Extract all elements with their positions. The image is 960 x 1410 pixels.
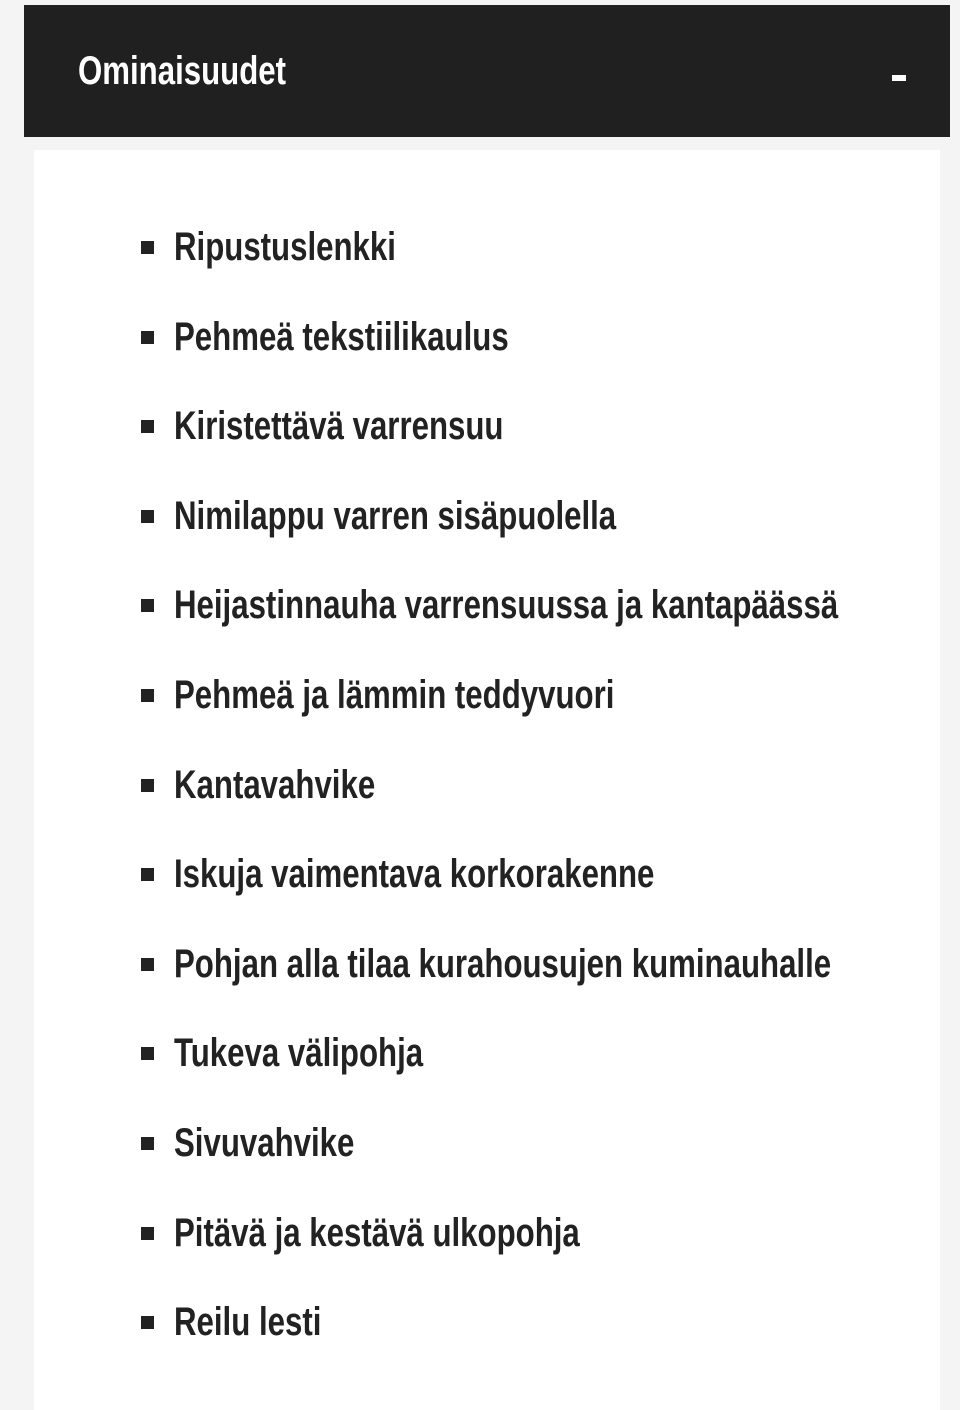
feature-label: Kantavahvike (174, 762, 376, 807)
feature-label: Pitävä ja kestävä ulkopohja (174, 1210, 580, 1255)
feature-label: Reilu lesti (174, 1300, 322, 1345)
feature-label: Ripustuslenkki (174, 225, 396, 269)
bullet-icon (141, 868, 154, 881)
bullet-icon (141, 689, 154, 702)
section-title: Ominaisuudet (78, 49, 287, 93)
feature-label: Tukeva välipohja (174, 1031, 424, 1076)
feature-label: Kiristettävä varrensuu (174, 404, 504, 449)
accordion-header[interactable] (24, 5, 950, 137)
collapse-icon[interactable] (892, 75, 906, 81)
bullet-icon (141, 1047, 154, 1060)
bullet-icon (141, 1227, 154, 1240)
bullet-icon (141, 599, 154, 612)
bullet-icon (141, 1137, 154, 1150)
feature-label: Pehmeä ja lämmin teddyvuori (174, 672, 615, 717)
feature-label: Iskuja vaimentava korkorakenne (174, 852, 655, 897)
bullet-icon (141, 958, 154, 971)
bullet-icon (141, 510, 154, 523)
bullet-icon (141, 420, 154, 433)
feature-label: Nimilappu varren sisäpuolella (174, 493, 617, 538)
bullet-icon (141, 1316, 154, 1329)
feature-label: Sivuvahvike (174, 1120, 355, 1165)
bullet-icon (141, 241, 154, 254)
feature-label: Pohjan alla tilaa kurahousujen kuminauhalle (174, 941, 832, 986)
bullet-icon (141, 779, 154, 792)
bullet-icon (141, 331, 154, 344)
features-panel (34, 150, 940, 1410)
feature-label: Pehmeä tekstiilikaulus (174, 314, 509, 359)
feature-label: Heijastinnauha varrensuussa ja kantapäässä (174, 583, 839, 628)
